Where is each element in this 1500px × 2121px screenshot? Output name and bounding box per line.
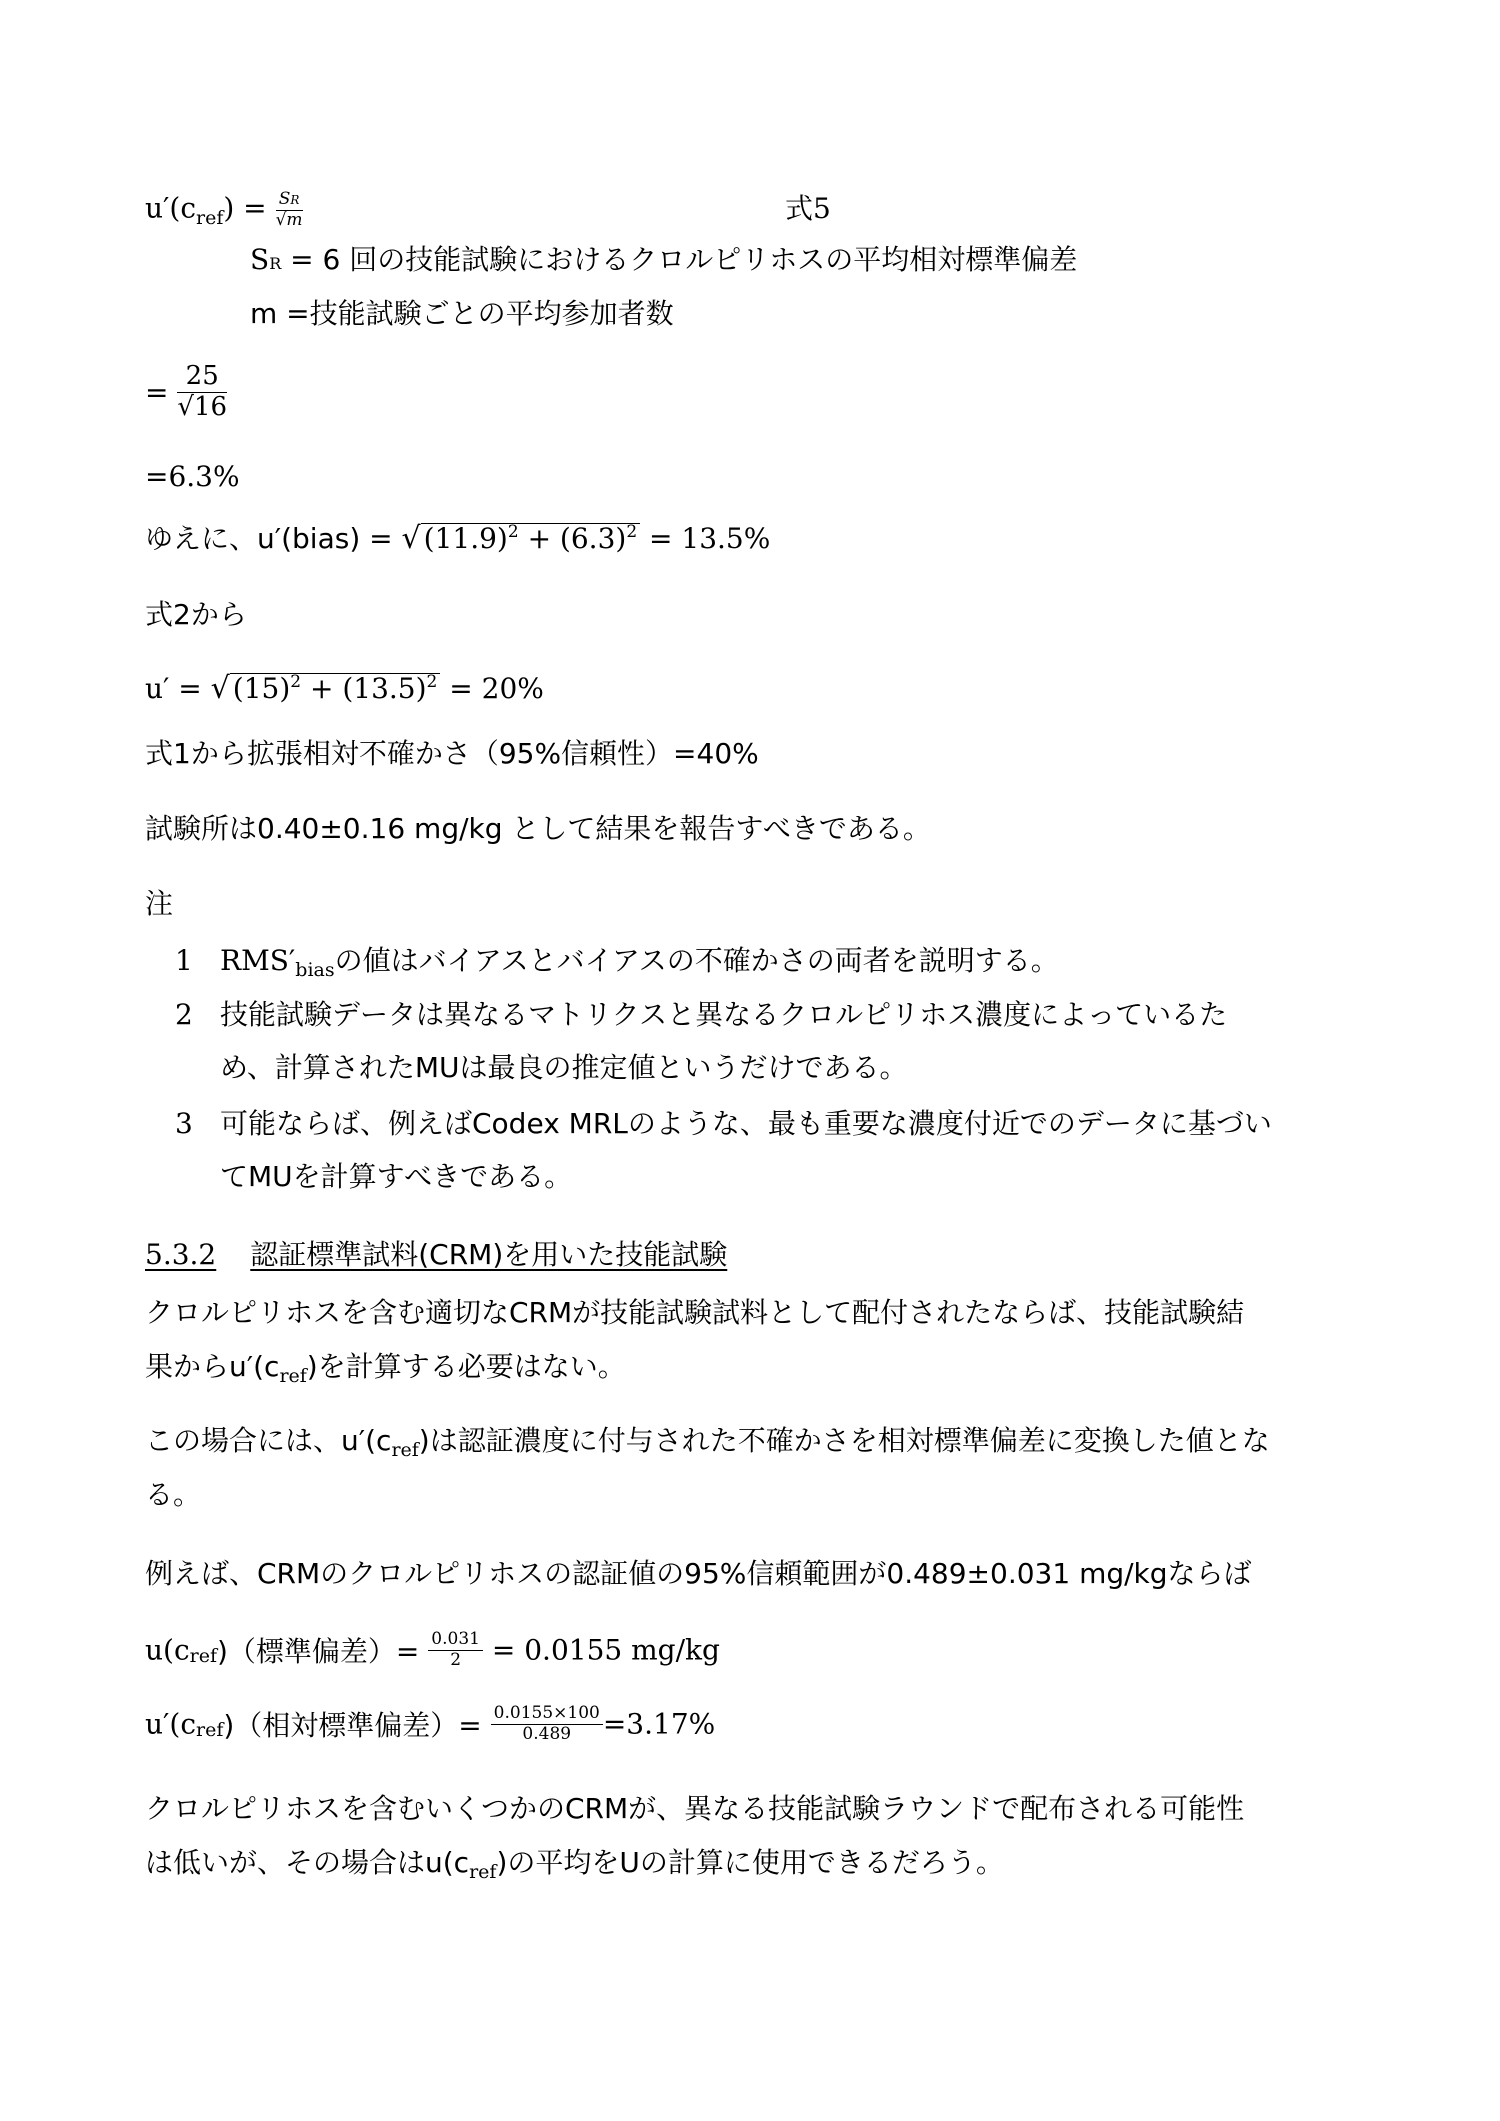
u-prefix: u′ = — [145, 672, 211, 705]
uprime-cref-line: $u'(c_{ref})$（相対標準偏差）= $\frac{0.0155\times 100}{0.489}$ =3.17% — [145, 1703, 716, 1744]
u-suffix: = 20% — [440, 672, 544, 705]
calc-fraction — [177, 362, 227, 423]
eq5-label: 式5 — [785, 192, 831, 225]
expanded-uncertainty: 式1から拡張相対不確かさ（95%信頼性）=40% — [145, 737, 759, 770]
note-2-line2: め、計算されたMUは最良の推定値というだけである。 — [220, 1051, 908, 1084]
eq5-frac-den: m — [286, 209, 303, 230]
para2-line1: この場合には、$u'(c_{ref})$は認証濃度に付与された不確かさを相対標準偏差に変換した値とな — [145, 1424, 1270, 1461]
uprime-fraction: $\frac{0.0155\times 100}{0.489}$ — [491, 1704, 603, 1744]
calc-fraction-line — [145, 362, 227, 423]
section-heading — [145, 1238, 727, 1272]
section-number: 5.3.2 — [145, 1238, 217, 1271]
calc-eq: = — [145, 375, 169, 409]
calc-sqrt: √ — [177, 391, 194, 422]
calc-num: 25 — [177, 362, 227, 393]
note-3-number: 3 — [175, 1107, 193, 1140]
bias-radicand: $(11.9)^2 + (6.3)^2$ — [421, 523, 641, 555]
u-prime-line — [145, 672, 544, 706]
ucref-line: $u(c_{ref})$（標準偏差）= $\frac{0.031}{2}$ = 0.0155 mg/kg — [145, 1629, 720, 1670]
note-1-text: $RMS'_{bias}$の値はバイアスとバイアスの不確かさの両者を説明する。 — [220, 944, 1059, 981]
report-statement: 試験所は0.40±0.16 mg/kg として結果を報告すべきである。 — [145, 812, 931, 845]
note-2-number: 2 — [175, 998, 193, 1031]
sr-sub: R — [269, 254, 282, 273]
note-heading: 注 — [145, 887, 174, 920]
sr-text: = 6 回の技能試験におけるクロルピリホスの平均相対標準偏差 — [281, 243, 1078, 276]
para4-line1: クロルピリホスを含むいくつかのCRMが、異なる技能試験ラウンドで配布される可能性 — [145, 1792, 1245, 1825]
bias-line — [145, 522, 770, 556]
note-2-line1: 技能試験データは異なるマトリクスと異なるクロルピリホス濃度によっているた — [220, 998, 1228, 1031]
bias-suffix: = 13.5% — [640, 522, 771, 555]
para3: 例えば、CRMのクロルピリホスの認証値の95%信頼範囲が0.489±0.031 mg/kgならば — [145, 1557, 1252, 1590]
para4-line2: は低いが、その場合は$u(c_{ref})$の平均をUの計算に使用できるだろう。 — [145, 1846, 1004, 1883]
note-1-number: 1 — [175, 944, 193, 977]
eq5-frac-num-sub: R — [290, 193, 300, 207]
sr-symbol: S — [250, 243, 270, 276]
u-radicand: $(15)^2 + (13.5)^2$ — [230, 673, 441, 705]
para2-line2: る。 — [145, 1478, 202, 1511]
note-3-line2: てMUを計算すべきである。 — [220, 1160, 573, 1193]
u-sqrt: √ — [210, 671, 230, 706]
eq5-lhs-sub: ref — [196, 206, 224, 229]
result-6-3: =6.3% — [145, 460, 240, 493]
bias-prefix: ゆえに、u′(bias) = — [145, 522, 402, 555]
para1-line1: クロルピリホスを含む適切なCRMが技能試験試料として配付されたならば、技能試験結 — [145, 1296, 1245, 1329]
sr-definition — [250, 243, 1077, 281]
note-3-line1: 可能ならば、例えばCodex MRLのような、最も重要な濃度付近でのデータに基づい — [220, 1107, 1272, 1140]
bias-sqrt: √ — [401, 521, 421, 556]
eq5-lhs-close: ) = — [223, 191, 267, 225]
eq5-formula — [145, 190, 303, 230]
eq5-fraction — [276, 190, 303, 230]
section-title: 認証標準試料(CRM)を用いた技能試験 — [250, 1238, 728, 1271]
ucref-fraction: $\frac{0.031}{2}$ — [428, 1630, 483, 1670]
calc-den: 16 — [193, 391, 228, 422]
para1-line2: 果から$u'(c_{ref})$を計算する必要はない。 — [145, 1350, 626, 1387]
from-eq2: 式2から — [145, 598, 247, 631]
eq5-frac-sqrt: √ — [275, 209, 287, 230]
eq5-frac-num: S — [278, 189, 291, 209]
eq5-lhs: u′(c — [145, 191, 196, 225]
m-definition: m =技能試験ごとの平均参加者数 — [250, 297, 674, 330]
